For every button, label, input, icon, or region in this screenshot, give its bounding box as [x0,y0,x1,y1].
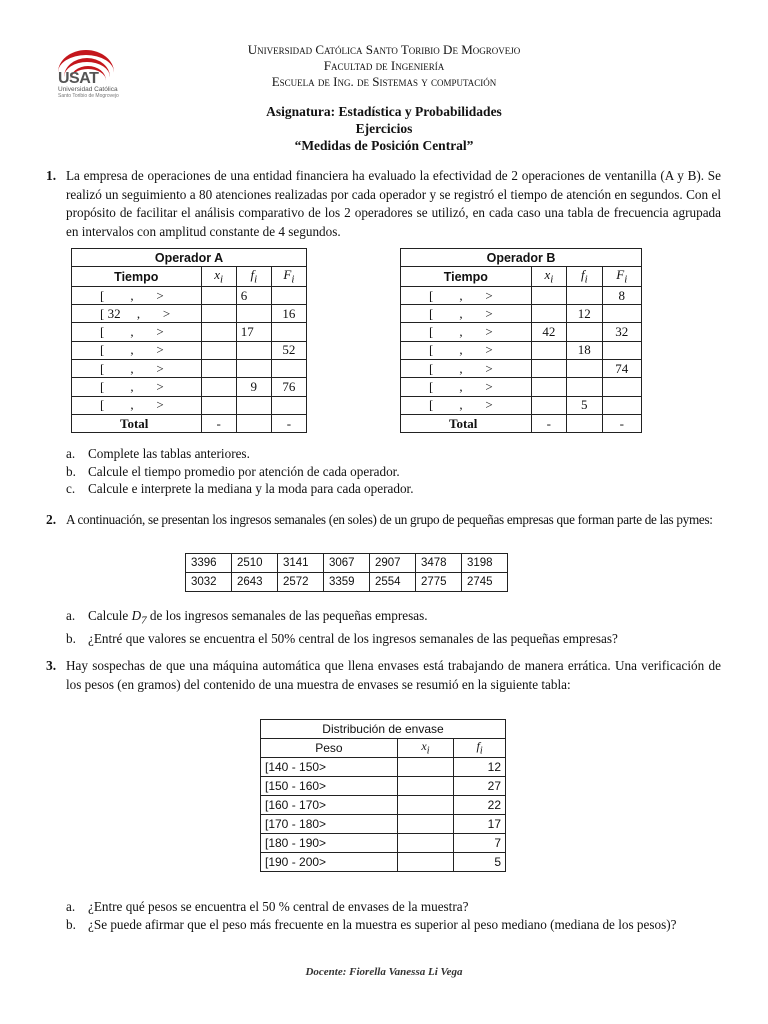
table-row: [150 - 160> 27 [261,777,506,796]
logo-subtitle-2: Santo Toribio de Mogrovejo [58,93,119,99]
table-row: 3396 2510 3141 3067 2907 3478 3198 [186,554,508,573]
table-row: [ , > [72,360,307,378]
table-row: [ , > [72,396,307,414]
teacher-signature: Docente: Fiorella Vanessa Li Vega [305,966,463,978]
list-item: b. ¿Se puede afirmar que el peso más frecuente en la muestra es superior al peso mediano (mediana de los pesos)? [66,916,677,932]
table-row: [ , > 6 [72,286,307,304]
table-total-row: Total - - [401,414,642,432]
question-number: 1. [46,168,57,183]
col-header: Tiempo [401,267,532,287]
logo-name: USAT [58,70,99,87]
col-header: $f_i$ [236,267,271,287]
logo-subtitle: Universidad Católica [58,86,118,93]
operator-b-table [400,248,642,433]
table-row: [ , > 17 [72,323,307,341]
question-number: 2. [46,512,57,527]
university-name: Universidad Católica Santo Toribio De Mogrovejo [247,42,521,57]
table-row: [ , > 12 [401,305,642,323]
table-row: [ , > 9 76 [72,378,307,396]
list-item: a. Calcule $D_7$ de los ingresos semanales de las pequeñas empresas. [66,608,428,627]
table-title: Operador A [72,249,307,267]
col-header: Tiempo [72,267,202,287]
question-1-text: La empresa de operaciones de una entidad financiera ha evaluado la efectividad de 2 operaciones de ventanilla (A y B). Se realizó un seguimiento a 80 atenciones realizadas por cada operador y se registró el tiempo de atención en segundos. Con el propósito de facilitar el análisis comparativo de los 2 operadores se utilizó, en cada caso una tabla de frecuencia agrupada en intervalos con amplitud constante de 4 segundos. [66,168,721,239]
table-row: [ , > 8 [401,286,642,304]
question-3-items [66,898,721,933]
list-item: b. Calcule el tiempo promedio por atención de cada operador. [66,463,400,479]
col-header: Peso [261,739,398,758]
col-header: $f_i$ [454,739,506,758]
table-row: [160 - 170> 22 [261,796,506,815]
subject-title: Asignatura: Estadística y Probabilidades [266,104,502,119]
table-row: [ , > 18 [401,341,642,359]
question-number: 3. [46,658,57,673]
table-row: [180 - 190> 7 [261,834,506,853]
operator-a-table [71,248,307,433]
col-header: $f_i$ [567,267,602,287]
topic-title: “Medidas de Posición Central” [294,138,474,153]
income-table [185,553,508,592]
exercise-type: Ejercicios [355,121,413,136]
question-2-text: A continuación, se presentan los ingresos semanales (en soles) de un grupo de pequeñas empresas que forman parte de las pymes: [66,512,713,527]
col-header: $F_i$ [271,267,306,287]
table-row: [190 - 200> 5 [261,853,506,872]
school-name: Escuela de Ing. de Sistemas y computación [271,74,497,89]
faculty-name: Facultad de Ingeniería [323,58,445,73]
question-3-text: Hay sospechas de que una máquina automática que llena envases está trabajando de manera errática. Una verificación de los pesos (en gramos) del contenido de una muestra de envases se resumió en la siguiente tabla: [66,658,721,692]
table-row: [140 - 150> 12 [261,758,506,777]
table-row: [ , > 5 [401,396,642,414]
col-header: $F_i$ [602,267,642,287]
list-item: b. ¿Entré que valores se encuentra el 50% central de los ingresos semanales de las pequeñas empresas? [66,631,618,647]
col-header: $x_i$ [397,739,453,758]
table-row: 3032 2643 2572 3359 2554 2775 2745 [186,573,508,592]
table-title: Operador B [401,249,642,267]
table-row: [ , > [401,378,642,396]
list-item: c. Calcule e interprete la mediana y la moda para cada operador. [66,481,414,496]
col-header: $x_i$ [531,267,566,287]
col-header: $x_i$ [201,267,236,287]
question-1-items [66,445,414,498]
container-distribution-table [260,719,506,872]
table-title: Distribución de envase [261,720,506,739]
list-item: a. Complete las tablas anteriores. [66,446,250,461]
table-row: [ 32 , > 16 [72,305,307,323]
table-total-row: Total - - [72,414,307,432]
table-row: [ , > 74 [401,360,642,378]
table-row: [ , > 42 32 [401,323,642,341]
table-row: [170 - 180> 17 [261,815,506,834]
question-2-items [66,607,618,648]
list-item: a. ¿Entre qué pesos se encuentra el 50 % central de envases de la muestra? [66,899,469,914]
table-row: [ , > 52 [72,341,307,359]
